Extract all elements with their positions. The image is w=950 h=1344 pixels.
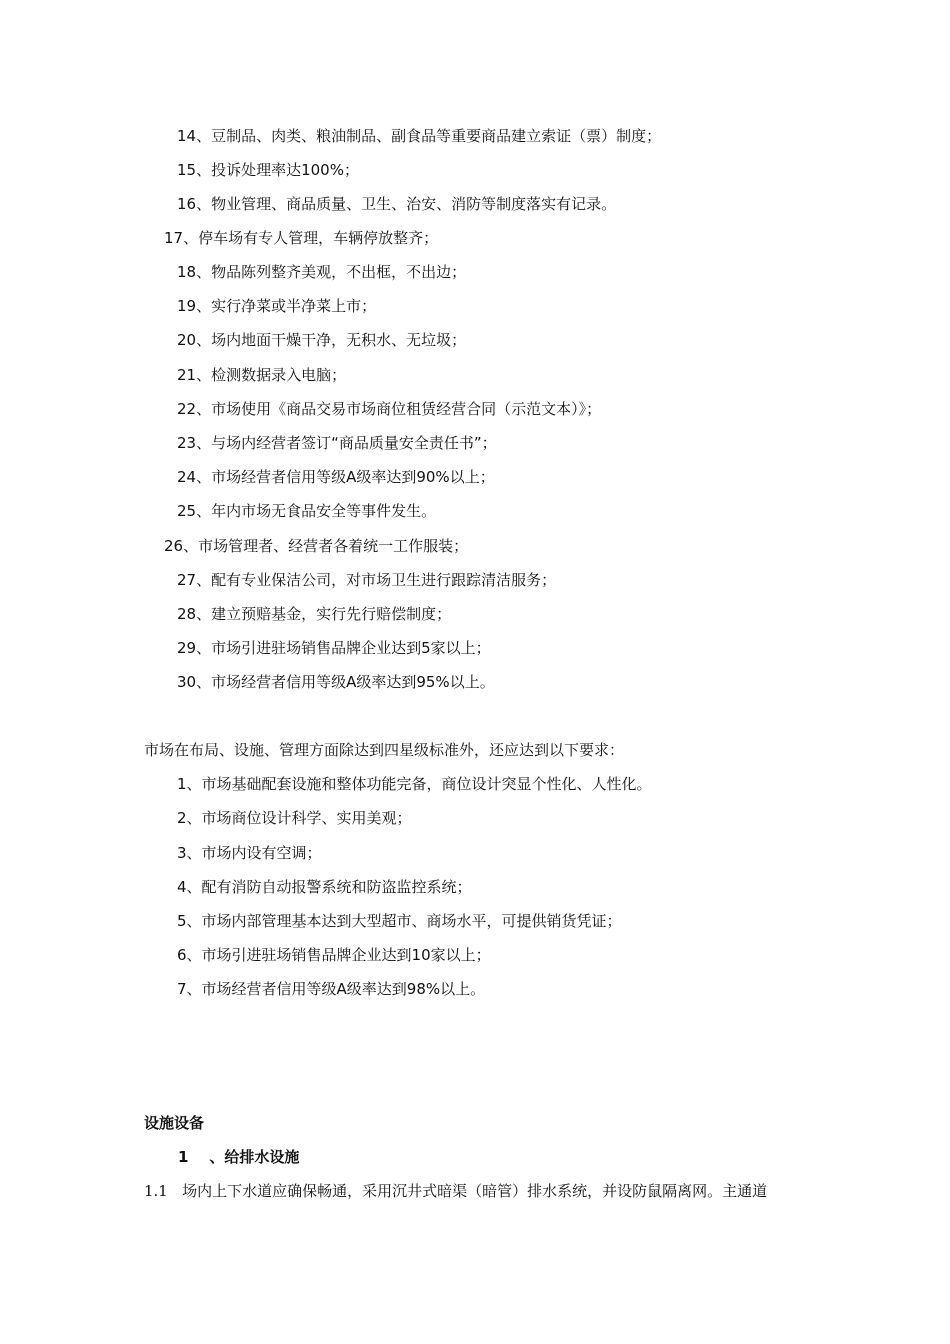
list-item: 22、市场使用《商品交易市场商位租赁经营合同（示范文本）》；: [177, 400, 602, 418]
list-item: 16、物业管理、商品质量、卫生、治安、消防等制度落实有记录。: [177, 195, 617, 213]
list-item: 20、场内地面干燥干净，无积水、无垃圾；: [177, 331, 467, 349]
list-item: 7、市场经营者信用等级A级率达到98%以上。: [177, 980, 486, 998]
list-item: 1、市场基础配套设施和整体功能完备，商位设计突显个性化、人性化。: [177, 775, 652, 793]
list-item: 28、建立预赔基金，实行先行赔偿制度；: [177, 605, 452, 623]
list-item: 23、与场内经营者签订“商品质量安全责任书”；: [177, 434, 497, 452]
list-item: 24、市场经营者信用等级A级率达到90%以上；: [177, 468, 495, 486]
list-item: 2、市场商位设计科学、实用美观；: [177, 809, 412, 827]
list-item: 25、年内市场无食品安全等事件发生。: [177, 502, 437, 520]
list-item: 18、物品陈列整齐美观，不出框，不出边；: [177, 263, 467, 281]
paragraph: 1.1 场内上下水道应确保畅通，采用沉井式暗渠（暗管）排水系统，并设防鼠隔离网。主通道: [144, 1182, 768, 1200]
five-star-intro-text: 市场在布局、设施、管理方面除达到四星级标准外，还应达到以下要求：: [144, 741, 625, 759]
list-item: 15、投诉处理率达100%；: [177, 161, 359, 179]
list-item: 17、停车场有专人管理，车辆停放整齐；: [164, 229, 439, 247]
section-heading: 设施设备: [144, 1114, 205, 1132]
list-item: 19、实行净菜或半净菜上市；: [177, 297, 377, 315]
list-item: 29、市场引进驻场销售品牌企业达到5家以上；: [177, 639, 491, 657]
list-item: 5、市场内部管理基本达到大型超市、商场水平，可提供销货凭证；: [177, 912, 622, 930]
list-item: 21、检测数据录入电脑；: [177, 366, 347, 384]
list-item: 30、市场经营者信用等级A级率达到95%以上。: [177, 673, 495, 691]
list-item: 6、市场引进驻场销售品牌企业达到10家以上；: [177, 946, 491, 964]
list-item: 26、市场管理者、经营者各着统一工作服装；: [164, 537, 469, 555]
list-item: 14、豆制品、肉类、粮油制品、副食品等重要商品建立索证（票）制度；: [177, 127, 662, 145]
sub-heading: 1 、给排水设施: [178, 1148, 300, 1166]
list-item: 3、市场内设有空调；: [177, 844, 322, 862]
list-item: 4、配有消防自动报警系统和防盗监控系统；: [177, 878, 472, 896]
list-item: 27、配有专业保洁公司，对市场卫生进行跟踪清洁服务；: [177, 571, 557, 589]
